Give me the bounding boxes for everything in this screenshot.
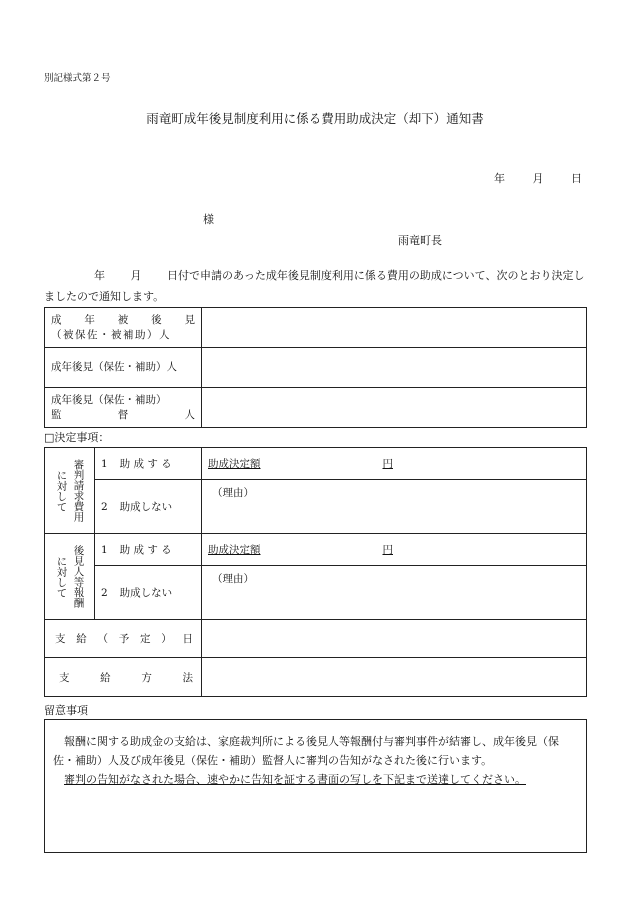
notes-box — [44, 719, 587, 853]
decision-label: □決定事項： — [44, 431, 110, 444]
section1-reason[interactable]: （理由） — [202, 480, 587, 534]
payment-date-label: 支 給 （ 予 定 ） 日 — [45, 620, 202, 658]
section2-grant-option[interactable]: 1 助 成 す る — [94, 534, 201, 566]
date-month: 月 — [532, 172, 544, 185]
notes-line1: 報酬に関する助成金の支給は、家庭裁判所による後見人等報酬付与審判事件が結審し、成年後見（保佐・補助）人及び成年後見（保佐・補助）監督人に審判の告知がなされた後に行います。 — [53, 735, 559, 767]
section1-amount[interactable]: 助成決定額 円 — [202, 448, 587, 480]
ward-label: 成 年 被 後 見 （被保佐・被補助）人 — [45, 308, 202, 348]
section1-grant-option[interactable]: 1 助 成 す る — [94, 448, 201, 480]
payment-method-field[interactable] — [202, 658, 587, 697]
section2-reason[interactable]: （理由） — [202, 566, 587, 620]
payment-date-field[interactable] — [202, 620, 587, 658]
issuer: 雨竜町長 — [398, 234, 442, 247]
section1-deny-option[interactable]: 2 助成しない — [94, 480, 201, 534]
section2-deny-option[interactable]: 2 助成しない — [94, 566, 201, 620]
payment-method-label: 支 給 方 法 — [45, 658, 202, 697]
guardian-field[interactable] — [202, 348, 587, 388]
document-title: 雨竜町成年後見制度利用に係る費用助成決定（却下）通知書 — [146, 111, 484, 126]
intro-year: 年 — [94, 269, 105, 282]
decision-table — [44, 447, 587, 697]
section2-amount[interactable]: 助成決定額 円 — [202, 534, 587, 566]
date-year: 年 — [494, 172, 505, 185]
guardian-label: 成年後見（保佐・補助）人 — [45, 348, 202, 388]
addressee-suffix: 様 — [203, 213, 214, 226]
parties-table — [44, 307, 587, 428]
supervisor-field[interactable] — [202, 388, 587, 428]
date-day: 日 — [571, 172, 582, 185]
issue-date — [494, 170, 582, 186]
section2-label: 後見人等報酬 に対して — [45, 534, 95, 620]
section1-label: 審判請求費用 に対して — [45, 448, 95, 534]
notes-line2: 審判の告知がなされた場合、速やかに告知を証する書面の写しを下記まで送達してください。 — [64, 773, 526, 786]
intro-month: 月 — [130, 269, 142, 282]
ward-field[interactable] — [202, 308, 587, 348]
intro-text: 日付で申請のあった成年後見制度利用に係る費用の助成について、次のとおり決定しましたので通知します。 — [44, 269, 585, 303]
notes-label: 留意事項 — [44, 704, 88, 717]
intro-paragraph — [44, 265, 590, 307]
supervisor-label: 成年後見（保佐・補助） 監 督 人 — [45, 388, 202, 428]
form-number: 別記様式第２号 — [44, 73, 111, 84]
